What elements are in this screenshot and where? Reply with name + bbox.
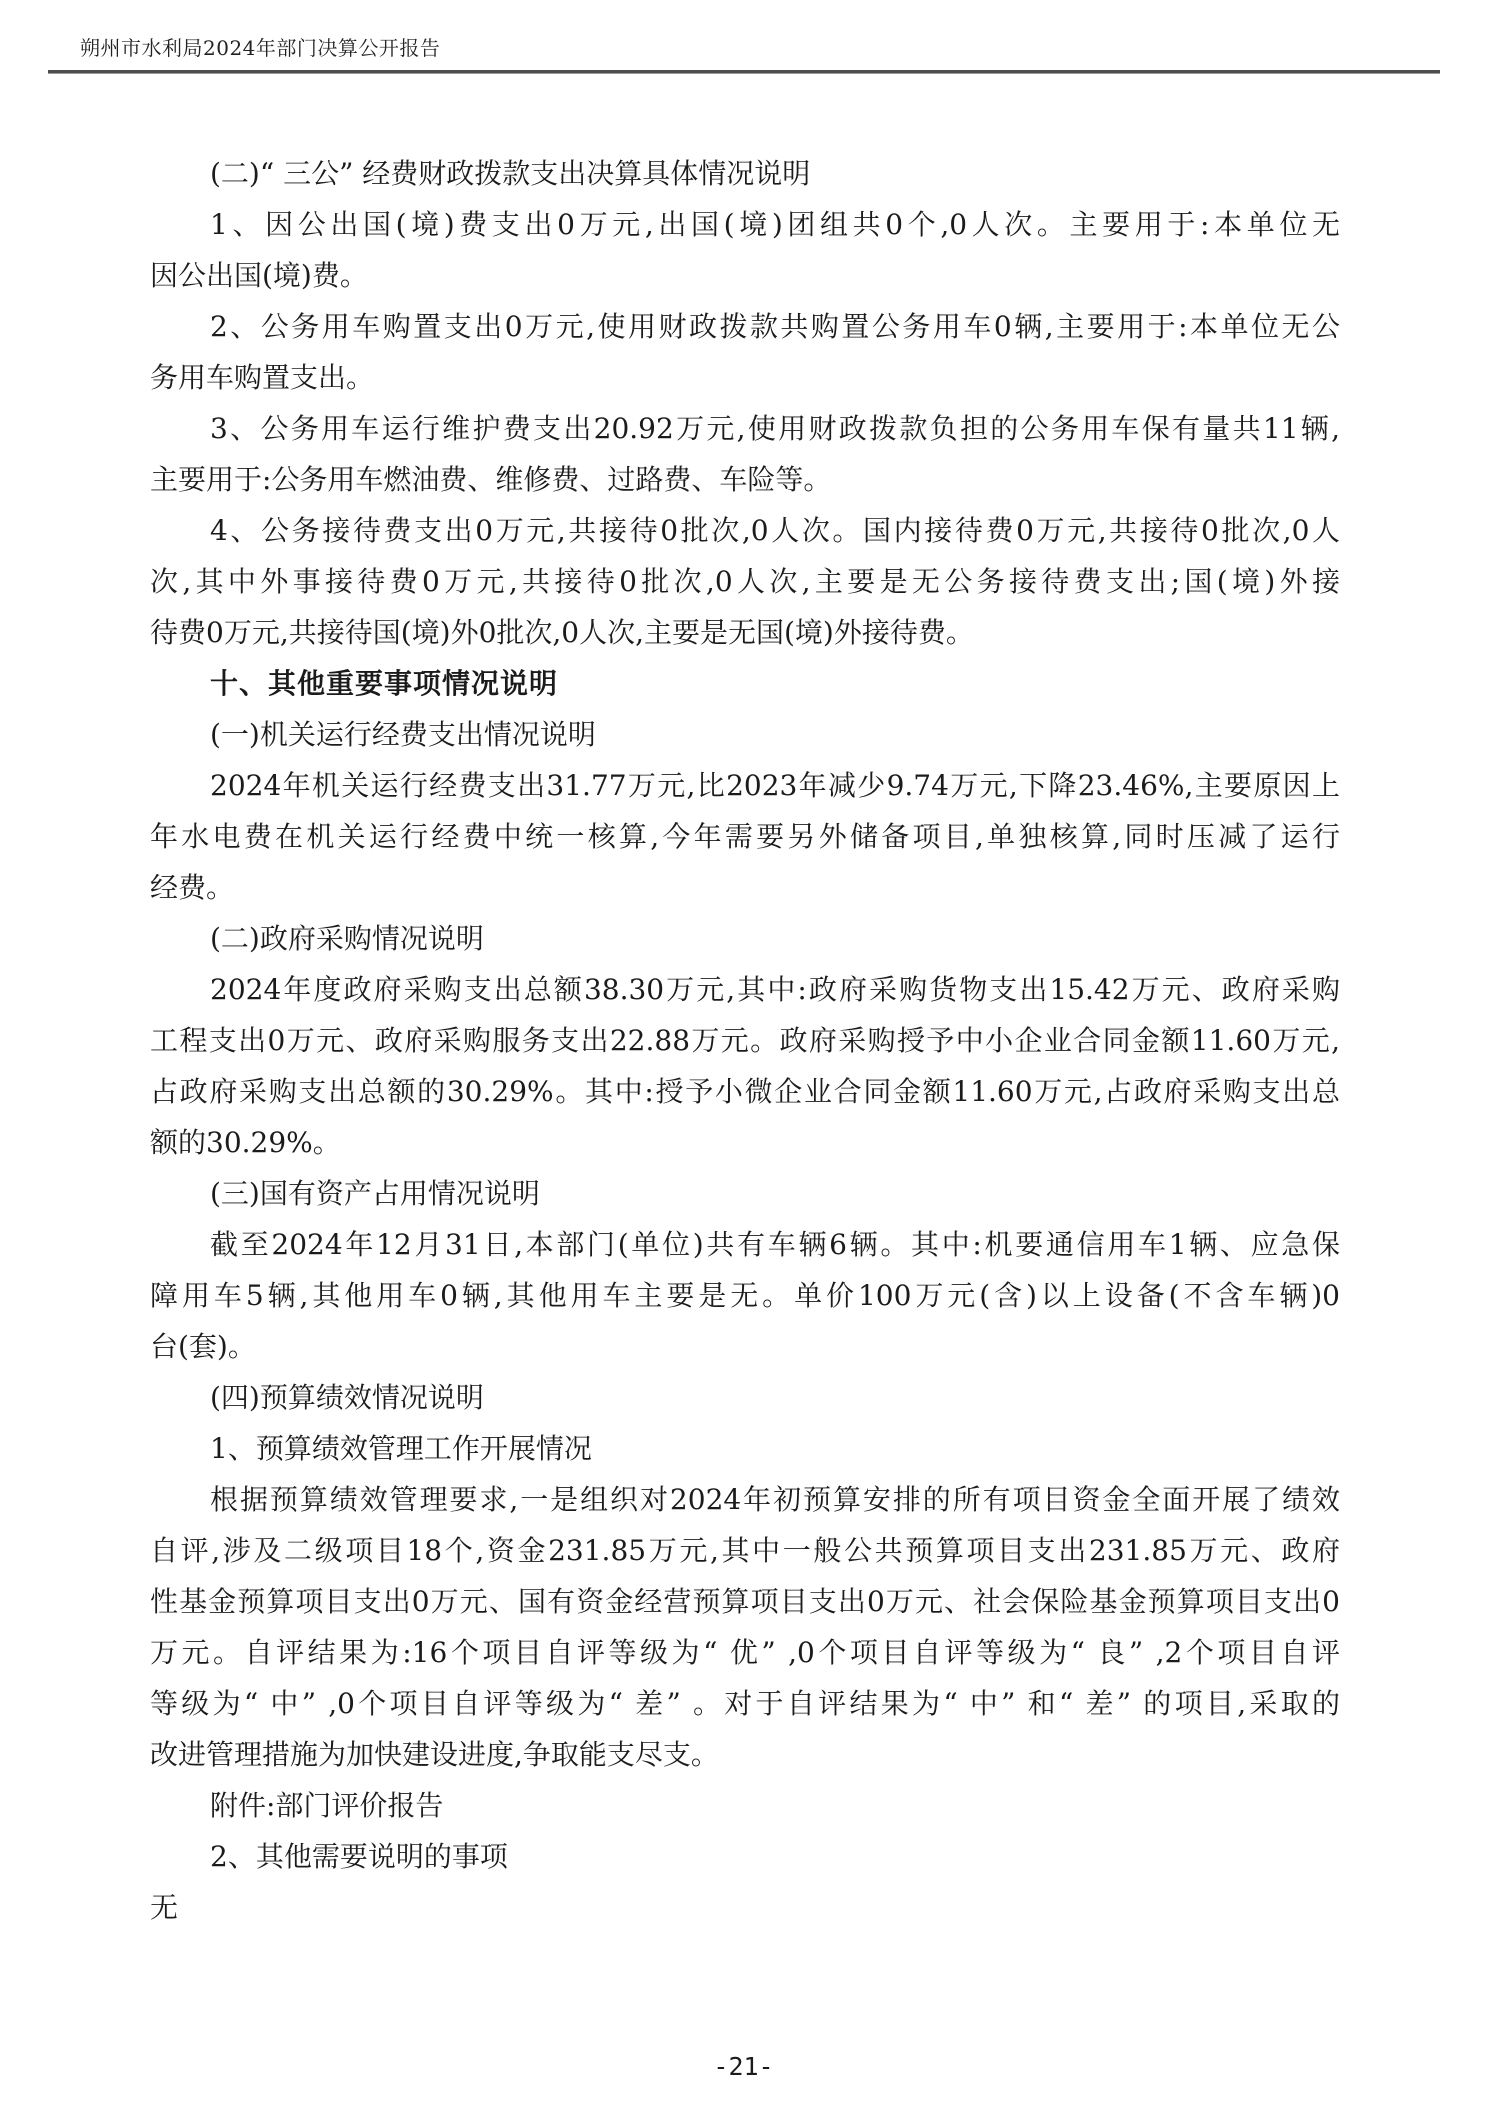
text-line: 万元。自评结果为:16个项目自评等级为“ 优” ,0个项目自评等级为“ 良” ,2个项目自评 bbox=[150, 1636, 1340, 1669]
text-line: 工程支出0万元、政府采购服务支出22.88万元。政府采购授予中小企业合同金额11.60万元, bbox=[150, 1024, 1340, 1057]
text-line: (一)机关运行经费支出情况说明 bbox=[210, 718, 596, 751]
page-number: -21- bbox=[713, 2052, 774, 2081]
text-line: 务用车购置支出。 bbox=[150, 361, 375, 394]
text-line: 3、公务用车运行维护费支出20.92万元,使用财政拨款负担的公务用车保有量共11辆, bbox=[210, 412, 1340, 445]
text-line: 次,其中外事接待费0万元,共接待0批次,0人次,主要是无公务接待费支出;国(境)外接 bbox=[150, 565, 1340, 598]
text-line: 主要用于:公务用车燃油费、维修费、过路费、车险等。 bbox=[150, 463, 832, 496]
text-line: 无 bbox=[150, 1891, 179, 1924]
text-line: 1、预算绩效管理工作开展情况 bbox=[210, 1432, 592, 1465]
text-line: 因公出国(境)费。 bbox=[150, 259, 368, 292]
text-line: (四)预算绩效情况说明 bbox=[210, 1381, 484, 1414]
text-line: (二)“ 三公” 经费财政拨款支出决算具体情况说明 bbox=[210, 157, 811, 190]
text-line: 2024年度政府采购支出总额38.30万元,其中:政府采购货物支出15.42万元、政府采购 bbox=[210, 973, 1340, 1006]
text-line: 经费。 bbox=[150, 871, 235, 904]
text-line: 待费0万元,共接待国(境)外0批次,0人次,主要是无国(境)外接待费。 bbox=[150, 616, 974, 649]
text-line: (二)政府采购情况说明 bbox=[210, 922, 484, 955]
text-line: (三)国有资产占用情况说明 bbox=[210, 1177, 540, 1210]
text-line: 4、公务接待费支出0万元,共接待0批次,0人次。国内接待费0万元,共接待0批次,0人 bbox=[210, 514, 1340, 547]
text-line: 障用车5辆,其他用车0辆,其他用车主要是无。单价100万元(含)以上设备(不含车辆)0 bbox=[150, 1279, 1340, 1312]
text-line: 改进管理措施为加快建设进度,争取能支尽支。 bbox=[150, 1738, 719, 1771]
text-line: 性基金预算项目支出0万元、国有资金经营预算项目支出0万元、社会保险基金预算项目支出0 bbox=[150, 1585, 1340, 1618]
text-line: 1、因公出国(境)费支出0万元,出国(境)团组共0个,0人次。主要用于:本单位无 bbox=[210, 208, 1340, 241]
page-footer bbox=[0, 2052, 1487, 2081]
text-line: 2、其他需要说明的事项 bbox=[210, 1840, 508, 1873]
text-line: 等级为“ 中” ,0个项目自评等级为“ 差” 。对于自评结果为“ 中” 和“ 差” 的项目,采取的 bbox=[150, 1687, 1340, 1720]
header-rule bbox=[48, 70, 1440, 74]
text-line: 年水电费在机关运行经费中统一核算,今年需要另外储备项目,单独核算,同时压减了运行 bbox=[150, 820, 1340, 853]
section-heading: 十、其他重要事项情况说明 bbox=[210, 667, 559, 700]
text-line: 2、公务用车购置支出0万元,使用财政拨款共购置公务用车0辆,主要用于:本单位无公 bbox=[210, 310, 1340, 343]
text-line: 截至2024年12月31日,本部门(单位)共有车辆6辆。其中:机要通信用车1辆、应急保 bbox=[210, 1228, 1340, 1261]
text-line: 根据预算绩效管理要求,一是组织对2024年初预算安排的所有项目资金全面开展了绩效 bbox=[210, 1483, 1340, 1516]
text-line: 附件:部门评价报告 bbox=[210, 1789, 444, 1822]
document-body bbox=[150, 148, 1340, 1933]
text-line: 2024年机关运行经费支出31.77万元,比2023年减少9.74万元,下降23.46%,主要原因上 bbox=[210, 769, 1340, 802]
text-line: 额的30.29%。 bbox=[150, 1126, 341, 1159]
text-line: 占政府采购支出总额的30.29%。其中:授予小微企业合同金额11.60万元,占政府采购支出总 bbox=[150, 1075, 1340, 1108]
text-line: 台(套)。 bbox=[150, 1330, 256, 1363]
header-title: 朔州市水利局2024年部门决算公开报告 bbox=[80, 36, 441, 60]
text-line: 自评,涉及二级项目18个,资金231.85万元,其中一般公共预算项目支出231.85万元、政府 bbox=[150, 1534, 1340, 1567]
